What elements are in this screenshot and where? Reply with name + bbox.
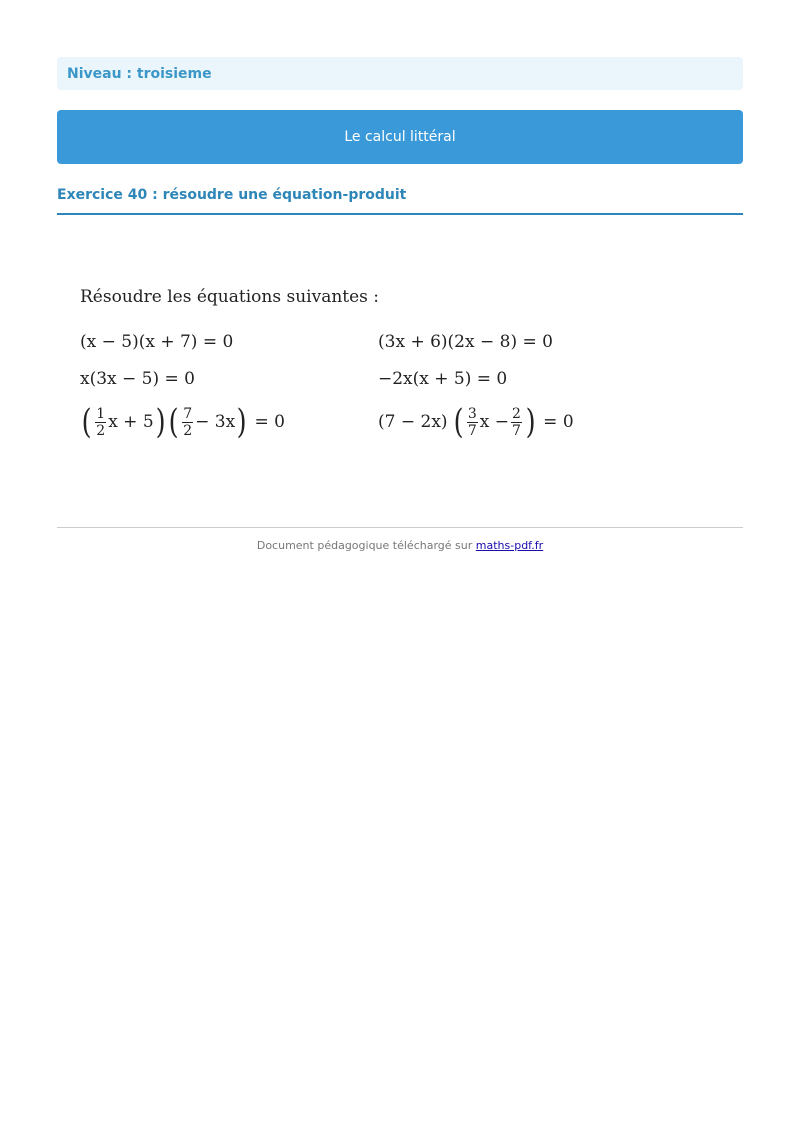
equation-rhs: = 0: [543, 412, 574, 432]
footer: [57, 539, 743, 552]
equation-1: (x − 5)(x + 7) = 0: [80, 331, 234, 352]
fraction-numerator: 2: [511, 405, 521, 422]
exercise-body: [80, 285, 720, 447]
equation-term: (7 − 2x): [378, 412, 448, 432]
footer-divider: [57, 527, 743, 528]
left-paren: (: [453, 402, 464, 442]
fraction: [511, 406, 522, 439]
footer-link[interactable]: maths-pdf.fr: [475, 539, 544, 552]
level-box: [57, 57, 743, 90]
exercise-heading: Exercice 40 : résoudre une équation-produit: [57, 185, 743, 215]
fraction-denominator: 7: [511, 422, 521, 439]
exercise-instruction: Résoudre les équations suivantes :: [80, 287, 380, 307]
equation-rhs: = 0: [254, 412, 285, 432]
equation-term: − 3x: [195, 412, 236, 432]
equation-4: −2x(x + 5) = 0: [378, 368, 508, 389]
fraction: [467, 406, 478, 439]
fraction-numerator: 3: [467, 405, 477, 422]
chapter-title: Le calcul littéral: [344, 129, 456, 145]
equation-term: x −: [479, 412, 509, 432]
equation-2: (3x + 6)(2x − 8) = 0: [378, 331, 553, 352]
fraction-denominator: 2: [96, 422, 106, 439]
right-paren: ): [155, 402, 166, 442]
right-paren: ): [525, 402, 536, 442]
left-paren: (: [168, 402, 179, 442]
equations-grid: [80, 323, 720, 447]
level-label: Niveau : troisieme: [67, 65, 212, 82]
fraction-numerator: 1: [96, 405, 106, 422]
equation-3: x(3x − 5) = 0: [80, 368, 195, 389]
fraction-denominator: 7: [467, 422, 477, 439]
equation-term: x + 5: [108, 412, 154, 432]
right-paren: ): [236, 402, 247, 442]
fraction-denominator: 2: [183, 422, 193, 439]
equation-5: [80, 397, 378, 447]
fraction: [95, 406, 106, 439]
fraction-numerator: 7: [183, 405, 193, 422]
equation-6: [378, 397, 678, 447]
fraction: [182, 406, 193, 439]
left-paren: (: [81, 402, 92, 442]
footer-text: Document pédagogique téléchargé sur: [256, 539, 473, 552]
chapter-title-banner: [57, 110, 743, 164]
